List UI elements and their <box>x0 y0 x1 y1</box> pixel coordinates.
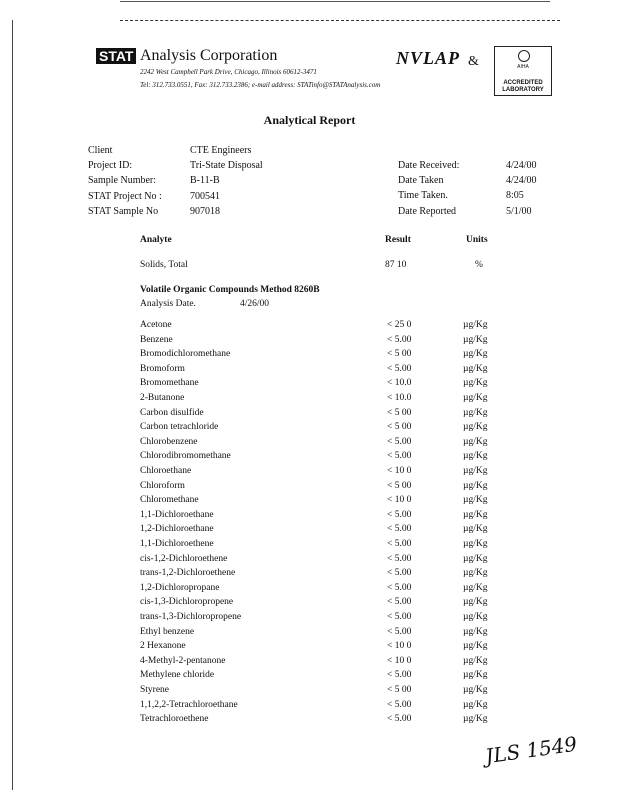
results-analyte: Chloromethane <box>140 495 199 506</box>
results-value: < 5 00 <box>387 407 412 418</box>
results-units: µg/Kg <box>463 539 488 549</box>
column-result: Result <box>385 235 411 245</box>
results-analyte: Ethyl benzene <box>140 626 195 637</box>
analysis-date: 4/26/00 <box>240 299 270 309</box>
company-address: 2242 West Campbell Park Drive, Chicago, Illinois 60612-3471 <box>140 68 317 76</box>
results-value: < 5.00 <box>387 568 412 579</box>
solids-result: 87 10 <box>385 260 407 270</box>
results-analyte: trans-1,3-Dichloropropene <box>140 612 242 622</box>
date-label: Date Reported <box>398 205 457 217</box>
report-title: Analytical Report <box>263 113 356 127</box>
results-value: < 5.00 <box>387 553 412 564</box>
results-analyte: 1,1-Dichloroethane <box>140 509 214 520</box>
date-value: 8:05 <box>506 190 524 202</box>
results-value: < 5.00 <box>387 539 412 549</box>
results-units: µg/Kg <box>463 714 488 725</box>
results-value: < 5.00 <box>387 363 412 374</box>
results-analyte: trans-1,2-Dichloroethene <box>140 568 236 579</box>
results-value: < 5 00 <box>387 422 412 433</box>
results-units: µg/Kg <box>463 685 488 695</box>
client-info-value: Tri-State Disposal <box>190 160 263 172</box>
results-analyte: Chlorobenzene <box>140 436 198 447</box>
results-value: < 10 0 <box>387 641 412 652</box>
client-info-value: 700541 <box>190 190 220 202</box>
method-title: Volatile Organic Compounds Method 8260B <box>140 285 320 295</box>
results-units: µg/Kg <box>463 334 488 345</box>
date-value: 5/1/00 <box>506 205 532 217</box>
results-value: < 10.0 <box>387 393 412 403</box>
results-units: µg/Kg <box>463 699 488 710</box>
results-value: < 5 00 <box>387 349 412 360</box>
results-units: µg/Kg <box>463 626 488 637</box>
results-units: µg/Kg <box>463 568 488 579</box>
date-value: 4/24/00 <box>506 175 537 187</box>
nvlap-logo: NVLAP <box>396 48 461 68</box>
column-units: Units <box>466 235 488 245</box>
company-name: Analysis Corporation <box>140 47 278 64</box>
results-analyte: Carbon disulfide <box>140 407 204 418</box>
client-info-label: STAT Project No : <box>88 190 162 202</box>
results-value: < 5.00 <box>387 699 412 710</box>
scan-top-rule <box>120 1 550 2</box>
results-value: < 5.00 <box>387 451 412 462</box>
results-units: µg/Kg <box>463 363 488 374</box>
results-value: < 25 0 <box>387 320 412 330</box>
company-contact: Tel: 312.733.0551, Fax: 312.733.2386; e-mail address: STATinfo@STATAnalysis.com <box>140 81 381 89</box>
results-analyte: cis-1,2-Dichloroethene <box>140 553 228 564</box>
accredited-laboratory-label: ACCREDITED LABORATORY <box>502 80 544 93</box>
results-analyte: 1,2-Dichloroethane <box>140 524 214 535</box>
results-analyte: Acetone <box>140 320 172 330</box>
results-value: < 5.00 <box>387 612 412 622</box>
results-value: < 5.00 <box>387 436 412 447</box>
results-value: < 10.0 <box>387 378 412 389</box>
date-value: 4/24/00 <box>506 160 537 171</box>
results-units: µg/Kg <box>463 480 488 491</box>
stat-logo: STAT <box>96 48 136 64</box>
scan-top-edge <box>120 20 560 22</box>
results-value: < 10 0 <box>387 655 412 666</box>
results-units: µg/Kg <box>463 436 488 447</box>
results-analyte: Carbon tetrachloride <box>140 422 219 433</box>
client-info-label: Project ID: <box>88 160 133 172</box>
results-analyte: 1,2-Dichloropropane <box>140 582 220 593</box>
results-value: < 5.00 <box>387 524 412 535</box>
solids-analyte: Solids, Total <box>140 260 188 270</box>
results-units: µg/Kg <box>463 655 488 666</box>
results-units: µg/Kg <box>463 422 488 433</box>
results-analyte: cis-1,3-Dichloropropene <box>140 597 234 608</box>
results-value: < 5.00 <box>387 509 412 520</box>
results-analyte: Bromoform <box>140 363 185 374</box>
results-units: µg/Kg <box>463 407 488 418</box>
date-label: Date Received: <box>398 160 460 171</box>
results-value: < 5 00 <box>387 685 412 695</box>
client-info-label: Client <box>88 145 113 156</box>
results-units: µg/Kg <box>463 378 488 389</box>
results-units: µg/Kg <box>463 495 488 506</box>
results-units: µg/Kg <box>463 451 488 462</box>
results-value: < 5.00 <box>387 714 412 725</box>
results-value: < 10 0 <box>387 466 412 476</box>
date-label: Time Taken. <box>398 190 448 202</box>
results-value: < 5.00 <box>387 334 412 345</box>
results-value: < 10 0 <box>387 495 412 506</box>
results-analyte: Styrene <box>140 685 170 695</box>
results-units: µg/Kg <box>463 393 488 403</box>
results-value: < 5.00 <box>387 582 412 593</box>
results-units: µg/Kg <box>463 466 488 476</box>
results-analyte: Benzene <box>140 334 173 345</box>
results-units: µg/Kg <box>463 320 488 330</box>
results-analyte: Chloroform <box>140 480 185 491</box>
results-value: < 5.00 <box>387 597 412 608</box>
results-analyte: 2-Butanone <box>140 393 185 403</box>
results-units: µg/Kg <box>463 509 488 520</box>
aiha-emblem-icon <box>518 50 530 62</box>
client-info-value: CTE Engineers <box>190 145 252 156</box>
results-analyte: 1,1-Dichloroethene <box>140 539 214 549</box>
results-analyte: Tetrachloroethene <box>140 714 209 725</box>
results-analyte: Methylene chloride <box>140 670 215 681</box>
solids-units: % <box>475 260 483 270</box>
analysis-date-label: Analysis Date. <box>140 299 196 309</box>
results-units: µg/Kg <box>463 670 488 681</box>
results-value: < 5.00 <box>387 670 412 681</box>
results-analyte: Bromomethane <box>140 378 199 389</box>
client-info-label: STAT Sample No <box>88 205 159 217</box>
client-info-value: 907018 <box>190 205 220 217</box>
handwritten-note: JLS 1549 <box>483 731 579 769</box>
results-value: < 5 00 <box>387 480 412 491</box>
date-label: Date Taken <box>398 175 444 187</box>
results-analyte: 1,1,2,2-Tetrachloroethane <box>140 699 238 710</box>
scan-left-edge <box>12 20 13 790</box>
results-units: µg/Kg <box>463 524 488 535</box>
results-value: < 5.00 <box>387 626 412 637</box>
results-analyte: Bromodichloromethane <box>140 349 231 360</box>
client-info-value: B-11-B <box>190 175 220 187</box>
results-analyte: Chlorodibromomethane <box>140 451 231 462</box>
results-units: µg/Kg <box>463 641 488 652</box>
results-units: µg/Kg <box>463 582 488 593</box>
client-info-label: Sample Number: <box>88 175 157 187</box>
results-analyte: 2 Hexanone <box>140 641 186 652</box>
results-units: µg/Kg <box>463 612 488 622</box>
column-analyte: Analyte <box>140 235 172 245</box>
results-units: µg/Kg <box>463 349 488 360</box>
ampersand: & <box>468 54 479 69</box>
results-analyte: 4-Methyl-2-pentanone <box>140 655 226 666</box>
results-analyte: Chloroethane <box>140 466 192 476</box>
results-units: µg/Kg <box>463 553 488 564</box>
results-units: µg/Kg <box>463 597 488 608</box>
aiha-label: AIHA <box>517 64 529 70</box>
